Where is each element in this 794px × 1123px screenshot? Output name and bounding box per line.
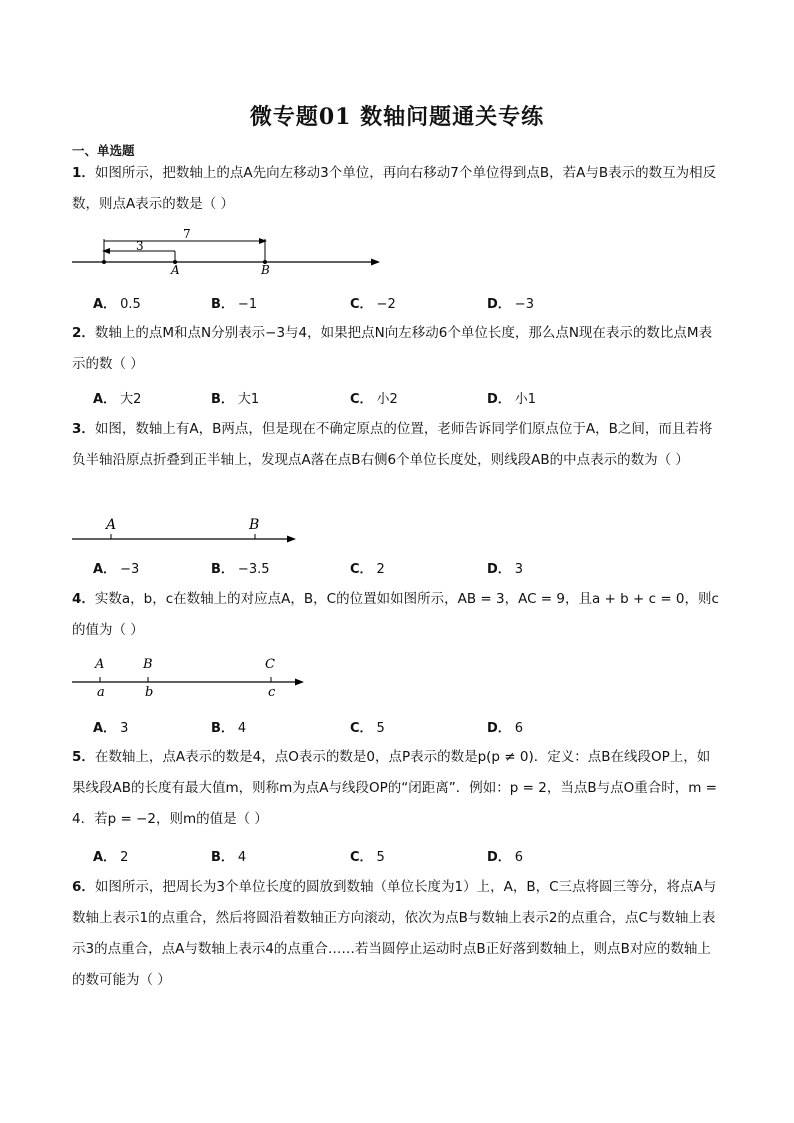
option-b[interactable]: B． −1 [211,297,258,312]
option-d[interactable]: D． −3 [487,297,534,312]
options-2 [93,388,713,410]
section-heading: 一、单选题 [72,143,135,158]
option-c[interactable]: C． −2 [350,297,396,312]
number-line-figure-3 [68,512,304,548]
question-number: 6． [72,879,95,895]
question-6 [72,872,722,996]
question-text: 数轴上的点M和点N分别表示−3与4，如果把点N向左移动6个单位长度，那么点N现在表示的数比点M表示的数（ ） [72,325,713,372]
question-5 [72,742,722,835]
question-1 [72,158,722,220]
question-text: 如图，数轴上有A，B两点，但是现在不确定原点的位置，老师告诉同学们原点位于A，B之间，而且若将负半轴沿原点折叠到正半轴上，发现点A落在点B右侧6个单位长度处，则线段AB的中点表示的数为（ ） [72,421,713,468]
question-text: 实数a，b，c在数轴上的对应点A，B，C的位置如如图所示，AB = 3，AC = 9，且a + b + c = 0，则c的值为（ ） [72,591,719,638]
option-a[interactable]: A． 2 [93,850,129,865]
point-a-label: A [171,263,180,277]
number-line-figure-1 [68,226,388,280]
question-number: 5． [72,749,95,765]
option-b[interactable]: B． 4 [211,721,247,736]
point-b-label: B [249,517,260,533]
number-line-figure-4 [68,652,314,700]
option-a[interactable]: A． 3 [93,721,129,736]
question-2 [72,318,722,380]
option-a[interactable]: A． −3 [93,562,140,577]
option-d[interactable]: D． 6 [487,850,524,865]
page-title: 微专题01 数轴问题通关专练 [249,104,545,130]
option-c[interactable]: C． 5 [350,721,385,736]
question-number: 1． [72,165,95,181]
options-3 [93,558,713,580]
question-text: 如图所示，把周长为3个单位长度的圆放到数轴（单位长度为1）上，A，B，C三点将圆三等分，将点A与数轴上表示1的点重合，然后将圆沿着数轴正方向滚动，依次为点B与数轴上表示2的点重合，点C与数轴上表示3的点重合，点A与数轴上表示4的点重合……若当圆停止运动时点B正好落到数轴上，则点B对应的数轴上的数可能为（ ） [72,879,717,988]
options-4 [93,717,713,739]
question-number: 4． [72,591,95,607]
value-a-label: a [97,685,105,700]
point-a-label: A [95,657,105,672]
option-a[interactable]: A． 大2 [93,392,142,407]
question-text: 在数轴上，点A表示的数是4，点O表示的数是0，点P表示的数是p(p ≠ 0)．定义：点B在线段OP上，如果线段AB的长度有最大值m，则称m为点A与线段OP的“闭距离”．例如：p = 2，当点B与点O重合时，m = 4．若p = −2，则m的值是（ ） [72,749,717,827]
question-number: 2． [72,325,95,341]
option-b[interactable]: B． 大1 [211,392,260,407]
option-a[interactable]: A． 0.5 [93,297,141,312]
question-text: 如图所示，把数轴上的点A先向左移动3个单位，再向右移动7个单位得到点B，若A与B表示的数互为相反数，则点A表示的数是（ ） [72,165,717,212]
option-d[interactable]: D． 3 [487,562,524,577]
point-c-label: C [265,657,275,672]
options-5 [93,846,713,868]
options-1 [93,293,713,315]
option-b[interactable]: B． −3.5 [211,562,270,577]
option-d[interactable]: D． 小1 [487,392,537,407]
point-b-label: B [261,263,270,277]
question-number: 3． [72,421,95,437]
option-c[interactable]: C． 2 [350,562,385,577]
option-c[interactable]: C． 小2 [350,392,398,407]
option-d[interactable]: D． 6 [487,721,524,736]
point-a-label: A [106,517,117,533]
point-b-label: B [143,657,153,672]
option-c[interactable]: C． 5 [350,850,385,865]
label-7: 7 [183,227,191,241]
label-3: 3 [136,239,144,253]
option-b[interactable]: B． 4 [211,850,247,865]
question-4 [72,584,722,646]
question-3 [72,414,722,476]
value-b-label: b [145,685,154,700]
value-c-label: c [268,685,276,700]
